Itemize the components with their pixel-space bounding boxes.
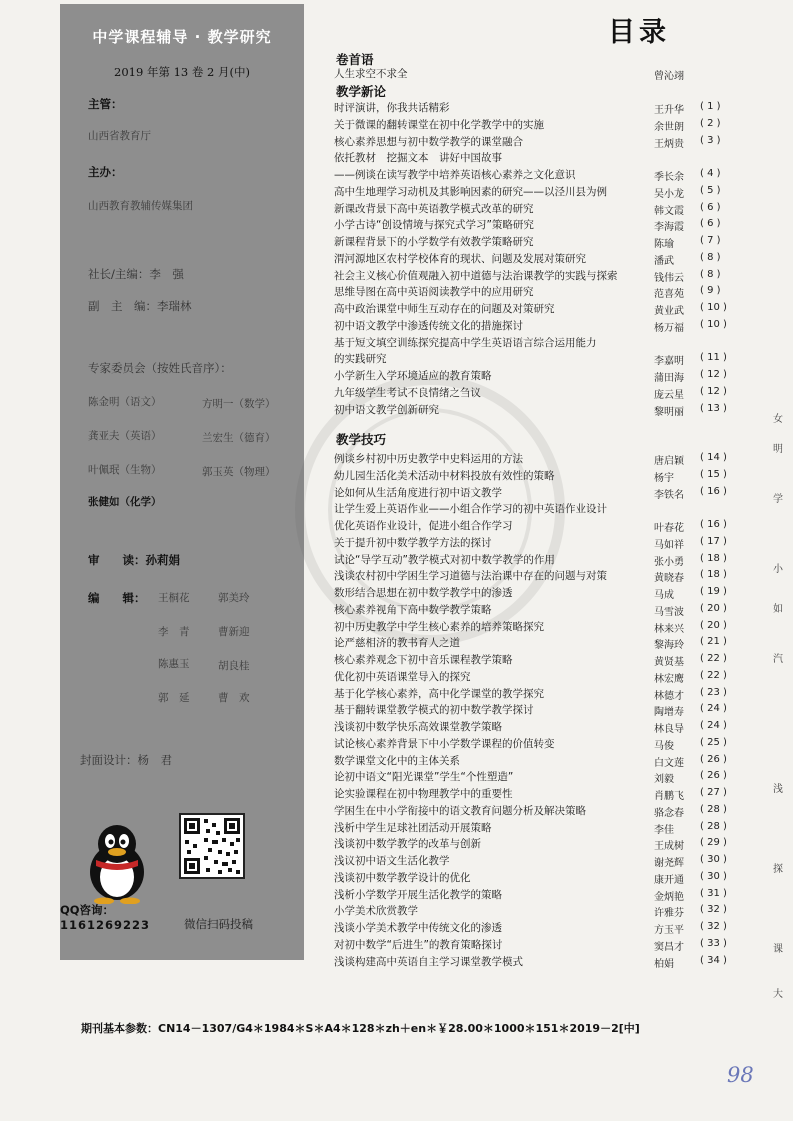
toc-entry-title[interactable]: 学困生在中小学衔接中的语文教育问题分析及解决策略 [334,804,586,817]
toc-entry-author: 谢尧辉 [654,858,684,869]
toc-entry-author: 范喜苑 [654,289,684,301]
toc-entry-title[interactable]: 基于短文填空训练探究提高中学生英语语言综合运用能力 [334,336,597,349]
toc-entry-author: 马雪波 [654,606,684,618]
toc-entry-title[interactable]: 浅议初中语文生活化教学 [334,855,450,867]
expert-item: 兰宏生（德育） [202,432,276,444]
toc-entry-title[interactable]: 核心素养视角下高中数学教学策略 [334,603,492,616]
toc-entry-page: ( 7 ) [700,235,721,246]
qq-number: 1161269223 [60,918,151,932]
toc-entry-title[interactable]: 试论核心素养背景下中小学数学课程的价值转变 [334,737,555,750]
toc-entry-page: ( 22 ) [700,669,727,681]
toc-entry-page: ( 27 ) [700,787,727,798]
toc-entry-title[interactable]: 论初中语文“阳光课堂”学生“个性塑造” [334,771,514,784]
toc-entry-title[interactable]: 小学新生入学环境适应的教育策略 [334,370,492,382]
toc-entry-page: ( 8 ) [700,268,721,280]
toc-entry-page: ( 14 ) [700,452,727,463]
toc-entry-page: ( 28 ) [700,820,727,832]
toc-entry-title[interactable]: 数学课堂文化中的主体关系 [334,754,460,767]
toc-entry-title[interactable]: 让学生爱上英语作业——小组合作学习的初中英语作业设计 [334,503,607,516]
toc-entry-author: 李佳 [654,824,674,836]
toc-entry-title[interactable]: 基于化学核心素养，高中化学课堂的教学探究 [334,687,544,700]
reviewer: 审 读：孙莉娟 [88,553,180,567]
toc-entry-page: ( 30 ) [700,854,727,865]
toc-entry-author: 林良导 [654,724,684,735]
toc-entry-page: ( 24 ) [700,720,727,731]
toc-entry-author: 黎海玲 [654,640,684,652]
president: 社长/主编：李 强 [88,267,184,281]
editor-name: 王桐花 [158,592,190,604]
toc-entry-page: ( 29 ) [700,837,727,849]
toc-entry-author: 刘毅 [654,774,674,786]
toc-entry-author: 林德才 [654,690,684,702]
toc-entry-page: ( 21 ) [700,636,727,648]
toc-entry-page: ( 16 ) [700,519,727,530]
toc-entry-title[interactable]: 例谈乡村初中历史教学中史料运用的方法 [334,453,523,465]
expert-item: 张健如（化学） [88,496,162,508]
toc-entry-author: 许雅芬 [654,908,684,920]
toc-entry-page: ( 34 ) [700,954,727,966]
toc-entry-page: ( 8 ) [700,251,721,263]
toc-entry-page: ( 12 ) [700,385,727,397]
toc-entry-page: ( 13 ) [700,402,727,414]
toc-entry-author: 张小勇 [654,556,684,568]
toc-entry-author: 黎明丽 [654,406,684,418]
sponsor: 山西教育教辅传媒集团 [88,200,193,212]
toc-entry-title[interactable]: 新课改背景下高中英语教学模式改革的研究 [334,202,534,215]
toc-entry-title[interactable]: 论实验课程在初中物理教学中的重要性 [334,788,513,800]
toc-entry-author: 李铁名 [654,489,684,501]
toc-entry-page: ( 33 ) [700,937,727,949]
toc-entry-page: ( 18 ) [700,552,727,564]
toc-entry-page: ( 6 ) [700,201,721,213]
toc-entry-title[interactable]: 新课程背景下的小学数学有效教学策略研究 [334,236,534,248]
toc-entry-page: ( 17 ) [700,535,727,547]
margin-mark: 汽 [773,654,783,665]
toc-entry-author: 白文莲 [654,757,684,769]
toc-entry-author: 王炳贵 [654,138,684,150]
toc-entry-title[interactable]: 浅析中学生足球社团活动开展策略 [334,821,492,834]
toc-entry-page: ( 18 ) [700,569,727,581]
expert-item: 方明一（数学） [202,398,276,410]
margin-mark: 学 [773,494,783,505]
toc-entry-title[interactable]: 浅谈小学美术教学中传统文化的渗透 [334,922,502,934]
editor-name: 郭 延 [158,692,190,704]
toc-entry-page: ( 32 ) [700,921,727,932]
qr-caption: 微信扫码投稿 [184,917,253,931]
toc-entry-author: 曾沁翊 [654,71,684,82]
toc-entry-author: 马如祥 [654,539,684,551]
toc-entry-title[interactable]: 浅谈构建高中英语自主学习课堂教学模式 [334,955,523,968]
toc-entry-page: ( 10 ) [700,302,727,313]
toc-entry-author: 林来兴 [654,623,684,635]
toc-entry-author: 吴小龙 [654,188,684,200]
editor-name: 郭美玲 [218,592,250,604]
toc-entry-page: ( 25 ) [700,736,727,748]
toc-entry-title[interactable]: 幼儿园生活化美术活动中材料投放有效性的策略 [334,469,555,482]
toc-entry-page: ( 26 ) [700,770,727,782]
toc-entry-page: ( 5 ) [700,184,721,196]
journal-title: 中学课程辅导 · 教学研究 [92,28,272,46]
toc-entry-title[interactable]: 核心素养思想与初中数学教学的课堂融合 [334,135,523,148]
toc-entry-title[interactable]: 的实践研究 [334,353,387,366]
toc-entry-author: 杨宇 [654,472,674,484]
toc-entry-page: ( 28 ) [700,803,727,815]
margin-mark: 小 [773,564,783,575]
toc-entry-author: 马成 [654,590,674,601]
supervisor: 山西省教育厅 [88,130,151,142]
toc-entry-author: 黄晓春 [654,573,684,585]
toc-entry-title[interactable]: 优化英语作业设计，促进小组合作学习 [334,520,513,532]
toc-entry-title[interactable]: 浅谈初中数学快乐高效课堂教学策略 [334,721,502,733]
supervisor-label: 主管： [88,97,123,111]
editor-name: 曹 欢 [218,692,250,704]
toc-entry-title[interactable]: 九年级学生考试不良情绪之刍议 [334,386,481,399]
deputy-editor: 副 主 编：李瑞林 [88,299,192,313]
toc-entry-author: 康开通 [654,874,684,886]
editor-name: 曹新迎 [218,626,250,638]
toc-entry-page: ( 9 ) [700,285,721,297]
toc-entry-title[interactable]: 初中历史教学中学生核心素养的培养策略探究 [334,620,544,633]
toc-entry-page: ( 30 ) [700,870,727,882]
toc-entry-page: ( 10 ) [700,318,727,330]
toc-entry-author: 余世朗 [654,121,684,133]
issue-info: 2019 年第 13 卷 2 月(中) [114,65,250,79]
margin-mark: 大 [773,989,783,1000]
qq-label: QQ咨询： [60,903,115,917]
expert-item: 龚亚夫（英语） [88,430,162,442]
toc-entry-title[interactable]: 思维导图在高中英语阅读教学中的应用研究 [334,286,534,299]
toc-entry-author: 叶春花 [654,523,684,534]
toc-entry-author: 钱伟云 [654,272,684,284]
toc-entry-author: 肖鹏飞 [654,791,684,802]
toc-entry-author: 窦昌才 [654,941,684,953]
expert-item: 郭玉英（物理） [202,466,276,478]
margin-mark: 如 [773,604,783,615]
toc-heading: 目录 [608,17,670,48]
section-heading: 卷首语 [336,52,374,67]
toc-entry-title[interactable]: 浅析小学数学开展生活化教学的策略 [334,888,502,901]
margin-mark: 明 [773,444,783,455]
toc-entry-title[interactable]: 初中语文教学创新研究 [334,403,439,416]
margin-mark: 女 [773,414,783,425]
experts-label: 专家委员会（按姓氏音序）： [88,361,232,375]
toc-entry-page: ( 20 ) [700,602,727,614]
margin-mark: 探 [773,864,783,875]
toc-entry-page: ( 6 ) [700,218,721,230]
toc-entry-title[interactable]: 浅谈初中数学教学设计的优化 [334,871,471,884]
toc-entry-page: ( 20 ) [700,619,727,631]
toc-entry-page: ( 15 ) [700,468,727,480]
toc-entry-author: 柏娟 [654,958,674,970]
toc-entry-author: 季长余 [654,172,684,183]
toc-entry-page: ( 19 ) [700,586,727,597]
editor-name: 李 青 [158,626,190,638]
toc-entry-page: ( 1 ) [700,101,721,112]
editor-name: 胡良桂 [218,660,250,672]
toc-entry-page: ( 12 ) [700,369,727,380]
toc-entry-title[interactable]: 浅谈初中数学教学的改革与创新 [334,838,481,851]
toc-entry-title[interactable]: 依托教材 挖掘文本 讲好中国故事 [334,152,502,165]
toc-entry-page: ( 22 ) [700,653,727,664]
toc-entry-title[interactable]: 关于微课的翻转课堂在初中化学教学中的实施 [334,118,544,131]
toc-entry-author: 陶增寿 [654,707,684,719]
toc-entry-author: 蒲田海 [654,373,684,384]
expert-item: 陈金明（语文） [88,396,162,408]
sponsor-label: 主办： [88,165,123,179]
toc-entry-page: ( 32 ) [700,904,727,916]
toc-entry-author: 骆念春 [654,807,684,819]
section-heading: 教学技巧 [336,432,387,447]
editor-name: 陈惠玉 [158,658,190,670]
toc-entry-author: 金炳艳 [654,891,684,903]
toc-entry-author: 唐启颖 [654,456,684,467]
toc-entry-author: 陈瑜 [654,239,674,250]
toc-entry-title[interactable]: 对初中数学“后进生”的教育策略探讨 [334,938,503,951]
toc-entry-title[interactable]: 人生求空不求全 [334,68,408,80]
toc-entry-title[interactable]: 浅谈农村初中学困生学习道德与法治课中存在的问题与对策 [334,570,607,583]
toc-entry-page: ( 24 ) [700,703,727,715]
toc-entry-author: 马俊 [654,740,674,752]
toc-entry-title[interactable]: 试论“导学互动”教学模式对初中数学教学的作用 [334,553,555,566]
section-heading: 教学新论 [336,84,387,99]
toc-entry-page: ( 23 ) [700,686,727,698]
expert-item: 叶佩珉（生物） [88,464,162,476]
toc-entry-page: ( 2 ) [700,117,721,129]
cover-design: 封面设计：杨 君 [80,753,172,767]
toc-entry-author: 庞云星 [654,389,684,401]
toc-entry-author: 黄贤基 [654,657,684,668]
toc-entry-title[interactable]: 高中政治课堂中师生互动存在的问题及对策研究 [334,303,555,315]
toc-entry-author: 林宏鹰 [654,673,684,685]
toc-entry-title[interactable]: 社会主义核心价值观融入初中道德与法治课教学的实践与探索 [334,269,618,282]
toc-entry-author: 潘武 [654,255,674,267]
toc-entry-title[interactable]: 小学美术欣赏教学 [334,905,418,918]
margin-mark: 课 [773,944,783,955]
toc-entry-page: ( 11 ) [700,352,727,364]
toc-entry-title[interactable]: 初中语文教学中渗透传统文化的措施探讨 [334,319,523,332]
toc-entry-page: ( 16 ) [700,485,727,497]
toc-entry-title[interactable]: 渭河源地区农村学校体育的现状、问题及发展对策研究 [334,252,586,265]
margin-mark: 浅 [773,784,783,795]
toc-entry-title[interactable]: 高中生地理学习动机及其影响因素的研究——以泾川县为例 [334,185,607,198]
toc-entry-author: 李嘉明 [654,356,684,368]
editors-label: 编 辑： [88,591,146,605]
toc-entry-page: ( 4 ) [700,168,721,179]
toc-entry-title[interactable]: 时评演讲，你我共话精彩 [334,102,450,114]
handwritten-page-number: 98 [727,1063,754,1087]
toc-entry-page: ( 3 ) [700,134,721,146]
toc-entry-title[interactable]: 基于翻转课堂教学模式的初中数学教学探讨 [334,704,534,717]
toc-entry-title[interactable]: 论严慈相济的教书育人之道 [334,637,460,650]
toc-entry-author: 王成树 [654,841,684,853]
toc-entry-title[interactable]: 关于提升初中数学教学方法的探讨 [334,536,492,549]
toc-entry-author: 方玉平 [654,925,684,936]
toc-entry-author: 黄业武 [654,306,684,317]
toc-entry-page: ( 31 ) [700,887,727,899]
toc-entry-title[interactable]: 论如何从生活角度进行初中语文教学 [334,486,502,499]
toc-entry-author: 李海霞 [654,222,684,234]
toc-entry-title[interactable]: 核心素养观念下初中音乐课程教学策略 [334,654,513,666]
toc-entry-title[interactable]: 数形结合思想在初中数学教学中的渗透 [334,587,513,599]
toc-entry-title[interactable]: 小学古诗“创设情境与探究式学习”策略研究 [334,219,534,232]
toc-entry-title[interactable]: ——例谈在读写教学中培养英语核心素养之文化意识 [334,169,576,181]
toc-entry-author: 王升华 [654,105,684,116]
journal-parameters: 期刊基本参数：CN14－1307/G4＊1984＊S＊A4＊128＊zh＋en＊￥28.00＊1000＊151＊2019－2[中] [81,1022,640,1035]
toc-entry-author: 韩文霞 [654,205,684,217]
toc-entry-title[interactable]: 优化初中英语课堂导入的探究 [334,670,471,683]
toc-entry-page: ( 26 ) [700,753,727,765]
toc-entry-author: 杨万福 [654,322,684,334]
